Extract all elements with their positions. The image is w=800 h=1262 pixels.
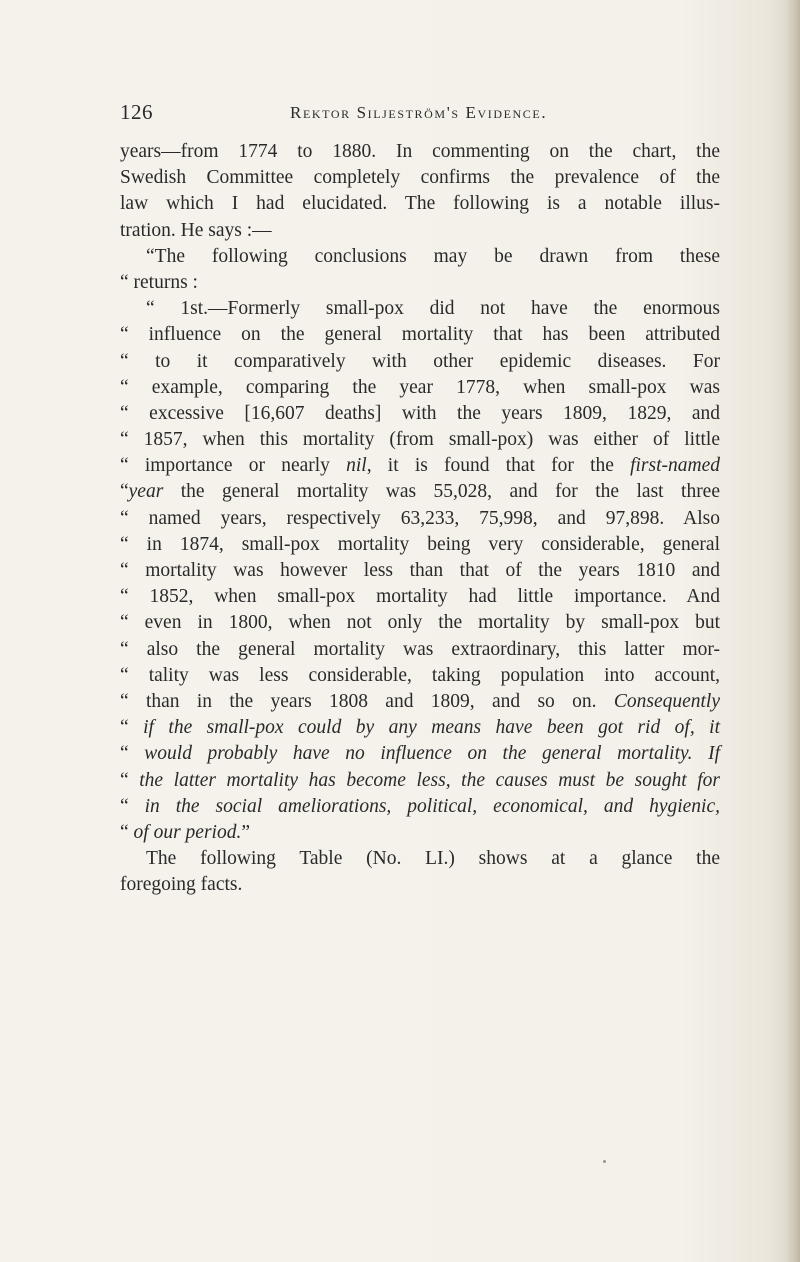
running-head: Rektor Siljeström's Evidence. xyxy=(290,103,548,122)
text-line xyxy=(120,741,720,767)
text-line: “ returns : xyxy=(120,271,198,293)
emphasis: Consequently xyxy=(613,690,720,712)
emphasis: nil xyxy=(346,455,367,477)
text-span: “ importance or nearly xyxy=(120,455,330,477)
text-line: “ 1st.—Formerly small-pox did not have the enormous xyxy=(146,298,720,320)
page-number: 126 xyxy=(120,100,153,124)
text-line xyxy=(120,715,720,741)
emphasis: would probably have no influence on the general mortality. If xyxy=(144,743,720,765)
text-line: “ 1852, when small-pox mortality had little importance. And xyxy=(120,586,720,608)
text-line: “ to it comparatively with other epidemic diseases. For xyxy=(120,350,720,372)
text-line: “ also the general mortality was extraordinary, this latter mor- xyxy=(120,638,720,660)
text-line xyxy=(120,768,720,794)
text-line: law which I had elucidated. The following is a notable illus- xyxy=(120,193,720,215)
text-line: Swedish Committee completely confirms the prevalence of the xyxy=(120,167,720,189)
text-span: the general mortality was 55,028, and for the last three xyxy=(163,481,720,503)
emphasis: in the social ameliorations, political, economical, and hygienic, xyxy=(144,795,720,817)
emphasis: the latter mortality has become less, the causes must be sought for xyxy=(139,769,720,791)
closing-quote: ” xyxy=(241,821,250,843)
page-edge-shadow xyxy=(786,0,800,1262)
quote-mark: “ xyxy=(120,717,129,739)
text-line: foregoing facts. xyxy=(120,874,243,896)
text-line: “The following conclusions may be drawn from these xyxy=(146,245,720,267)
text-line: “ influence on the general mortality that has been attributed xyxy=(120,324,720,346)
text-line: tration. He says :— xyxy=(120,219,272,241)
text-line: “ even in 1800, when not only the mortality by small-pox but xyxy=(120,612,720,634)
text-line: “ excessive [16,607 deaths] with the years 1809, 1829, and xyxy=(120,402,720,424)
emphasis: of our period. xyxy=(133,821,242,843)
text-line: “ named years, respectively 63,233, 75,998, and 97,898. Also xyxy=(120,507,720,529)
quote-mark: “ xyxy=(120,743,129,765)
quote-mark: “ xyxy=(120,769,129,791)
text-line xyxy=(120,794,720,820)
emphasis: if the small-pox could by any means have been got rid of, it xyxy=(143,717,720,739)
text-line xyxy=(120,453,720,479)
text-line xyxy=(120,689,720,715)
text-line: “ tality was less considerable, taking population into account, xyxy=(120,664,720,686)
text-line: “ in 1874, small-pox mortality being very considerable, general xyxy=(120,533,720,555)
text-line: “ 1857, when this mortality (from small-pox) was either of little xyxy=(120,429,720,451)
text-line: years—from 1774 to 1880. In commenting on the chart, the xyxy=(120,141,720,162)
ink-speck xyxy=(603,1160,606,1163)
emphasis: year xyxy=(128,481,164,503)
page-header xyxy=(120,100,720,128)
text-line: “ example, comparing the year 1778, when small-pox was xyxy=(120,376,720,398)
text-span: , it is found that for the xyxy=(366,455,614,477)
body-text xyxy=(120,139,720,898)
text-line: The following Table (No. LI.) shows at a glance the xyxy=(146,848,720,870)
emphasis: first-named xyxy=(630,455,721,477)
quote-mark: “ xyxy=(120,795,129,817)
quote-mark: “ xyxy=(120,821,129,843)
text-span: “ than in the years 1808 and 1809, and so on. xyxy=(120,690,597,712)
text-line xyxy=(120,820,720,846)
quote-mark: “ xyxy=(120,481,129,503)
text-line xyxy=(120,479,720,505)
text-line: “ mortality was however less than that of the years 1810 and xyxy=(120,560,720,581)
